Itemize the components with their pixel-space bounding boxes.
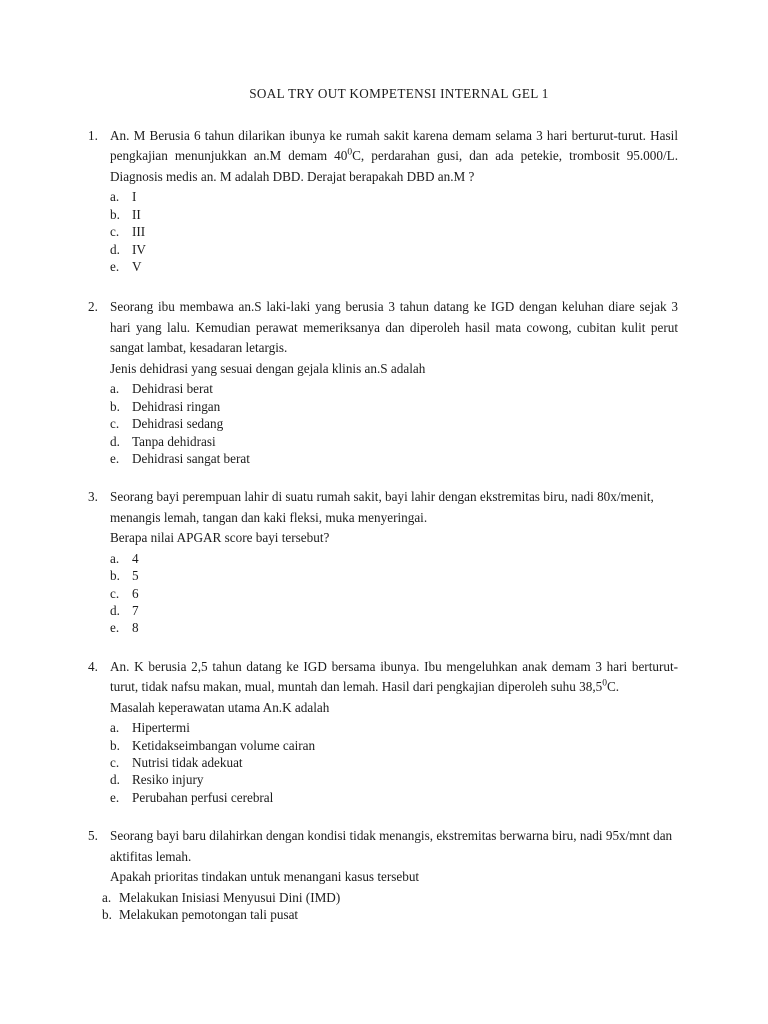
option-label: III	[132, 224, 146, 240]
question-text-tail: Jenis dehidrasi yang sesuai dengan gejala klinis an.S adalah	[110, 360, 426, 376]
question-item	[88, 487, 678, 636]
option-item[interactable]	[110, 602, 678, 619]
question-text-mid: C.	[606, 679, 620, 695]
option-letter: e.	[110, 620, 120, 636]
spacer	[88, 467, 678, 487]
option-item[interactable]	[110, 550, 678, 567]
option-letter: d.	[110, 603, 120, 619]
question-number: 1.	[88, 128, 98, 143]
question-item	[88, 297, 678, 467]
option-item[interactable]	[110, 380, 678, 397]
question-text	[110, 487, 678, 548]
question-text-lead: An. K berusia 2,5 tahun datang ke IGD bersama ibunya. Ibu mengeluhkan anak demam 3 hari berturut-turut, tidak nafsu makan, mual, muntah dan lemah. Hasil dari pengkajian diperoleh suhu 38,5	[110, 658, 678, 695]
question-text	[110, 126, 678, 187]
option-letter: b.	[102, 907, 112, 923]
option-label: Nutrisi tidak adekuat	[132, 755, 243, 771]
question-number: 2.	[88, 299, 98, 315]
option-letter: d.	[110, 241, 120, 257]
option-label: 4	[132, 550, 139, 566]
option-label: Hipertermi	[132, 720, 190, 736]
option-label: Melakukan pemotongan tali pusat	[119, 907, 299, 923]
question-text	[110, 826, 678, 887]
option-item[interactable]	[110, 258, 678, 275]
question-text	[110, 297, 678, 379]
option-label: Dehidrasi ringan	[132, 398, 221, 414]
option-item[interactable]	[110, 241, 678, 258]
option-letter: a.	[110, 381, 120, 397]
question-text-lead: Seorang bayi baru dilahirkan dengan kondisi tidak menangis, ekstremitas berwarna biru, nadi 95x/mnt dan aktifitas lemah.	[110, 828, 673, 864]
question-number: 5.	[88, 828, 98, 844]
option-label: Dehidrasi sedang	[132, 416, 224, 432]
question-text-lead: Seorang bayi perempuan lahir di suatu rumah sakit, bayi lahir dengan ekstremitas biru, nadi 80x/menit, menangis lemah, tangan dan kaki fleksi, muka menyeringai.	[110, 489, 654, 525]
option-letter: d.	[110, 772, 120, 788]
option-letter: c.	[110, 585, 120, 601]
option-letter: e.	[110, 259, 120, 275]
option-label: I	[132, 189, 137, 205]
superscript-degree: 0	[347, 148, 353, 159]
question-item	[88, 826, 678, 923]
option-list	[88, 550, 678, 637]
option-list	[88, 188, 678, 275]
question-text-lead: Seorang ibu membawa an.S laki-laki yang berusia 3 tahun datang ke IGD dengan keluhan diare sejak 3 hari yang lalu. Kemudian perawat memeriksanya dan diperoleh hasil mata cowong, cubitan kulit perut sangat lambat, kesadaran letargis.	[110, 299, 678, 356]
option-label: 8	[132, 620, 139, 636]
question-number: 4.	[88, 658, 98, 674]
option-letter: d.	[110, 433, 120, 449]
option-letter: b.	[110, 568, 120, 584]
page-title: SOAL TRY OUT KOMPETENSI INTERNAL GEL 1	[249, 86, 549, 101]
question-number: 3.	[88, 489, 98, 505]
option-item[interactable]	[110, 398, 678, 415]
option-list	[88, 719, 678, 806]
option-label: Melakukan Inisiasi Menyusui Dini (IMD)	[119, 889, 341, 905]
option-label: 7	[132, 603, 139, 619]
option-item[interactable]	[110, 188, 678, 205]
option-letter: a.	[110, 550, 120, 566]
option-list	[88, 889, 678, 924]
option-letter: c.	[110, 416, 120, 432]
option-item[interactable]	[110, 754, 678, 771]
option-letter: c.	[110, 755, 120, 771]
question-text-mid: C, perdarahan gusi, dan ada petekie, trombosit 95.000/L. Diagnosis medis an. M adalah DBD. Derajat berapakah DBD an.M ?	[110, 148, 678, 184]
option-label: IV	[132, 241, 146, 257]
option-item[interactable]	[110, 450, 678, 467]
option-item[interactable]	[102, 889, 678, 906]
option-label: Resiko injury	[132, 772, 204, 788]
option-item[interactable]	[110, 789, 678, 806]
option-label: Perubahan perfusi cerebral	[132, 789, 274, 805]
option-item[interactable]	[110, 223, 678, 240]
spacer	[88, 275, 678, 297]
option-letter: a.	[102, 889, 112, 905]
option-label: 6	[132, 585, 139, 601]
question-item	[88, 126, 678, 275]
option-item[interactable]	[110, 567, 678, 584]
option-label: V	[132, 259, 142, 275]
superscript-degree: 0	[602, 678, 607, 689]
option-item[interactable]	[110, 433, 678, 450]
question-text-tail: Berapa nilai APGAR score bayi tersebut?	[110, 530, 330, 546]
option-letter: b.	[110, 737, 120, 753]
question-item	[88, 657, 678, 806]
question-text-tail: Apakah prioritas tindakan untuk menangani kasus tersebut	[110, 869, 420, 885]
question-text-tail: Masalah keperawatan utama An.K adalah	[110, 699, 330, 715]
spacer	[88, 806, 678, 826]
option-letter: a.	[110, 720, 120, 736]
spacer	[88, 637, 678, 657]
questions-list	[0, 102, 768, 924]
option-label: Dehidrasi sangat berat	[132, 450, 250, 466]
option-item[interactable]	[110, 719, 678, 736]
option-item[interactable]	[102, 906, 678, 923]
option-label: 5	[132, 568, 139, 584]
option-item[interactable]	[110, 619, 678, 636]
option-letter: e.	[110, 789, 120, 805]
question-text	[110, 657, 678, 718]
option-item[interactable]	[110, 771, 678, 788]
option-item[interactable]	[110, 737, 678, 754]
option-item[interactable]	[110, 206, 678, 223]
option-label: Ketidakseimbangan volume cairan	[132, 737, 316, 753]
option-list	[88, 380, 678, 467]
option-letter: b.	[110, 398, 120, 414]
option-item[interactable]	[110, 415, 678, 432]
option-letter: c.	[110, 224, 120, 240]
option-label: II	[132, 206, 141, 222]
question-text-lead: An. M Berusia 6 tahun dilarikan ibunya ke rumah sakit karena demam selama 3 hari berturut-turut. Hasil pengkajian menunjukkan an.M demam 40	[110, 128, 678, 164]
option-label: Tanpa dehidrasi	[132, 433, 216, 449]
option-letter: e.	[110, 450, 120, 466]
option-letter: b.	[110, 206, 120, 222]
option-item[interactable]	[110, 585, 678, 602]
option-label: Dehidrasi berat	[132, 381, 213, 397]
option-letter: a.	[110, 189, 120, 205]
